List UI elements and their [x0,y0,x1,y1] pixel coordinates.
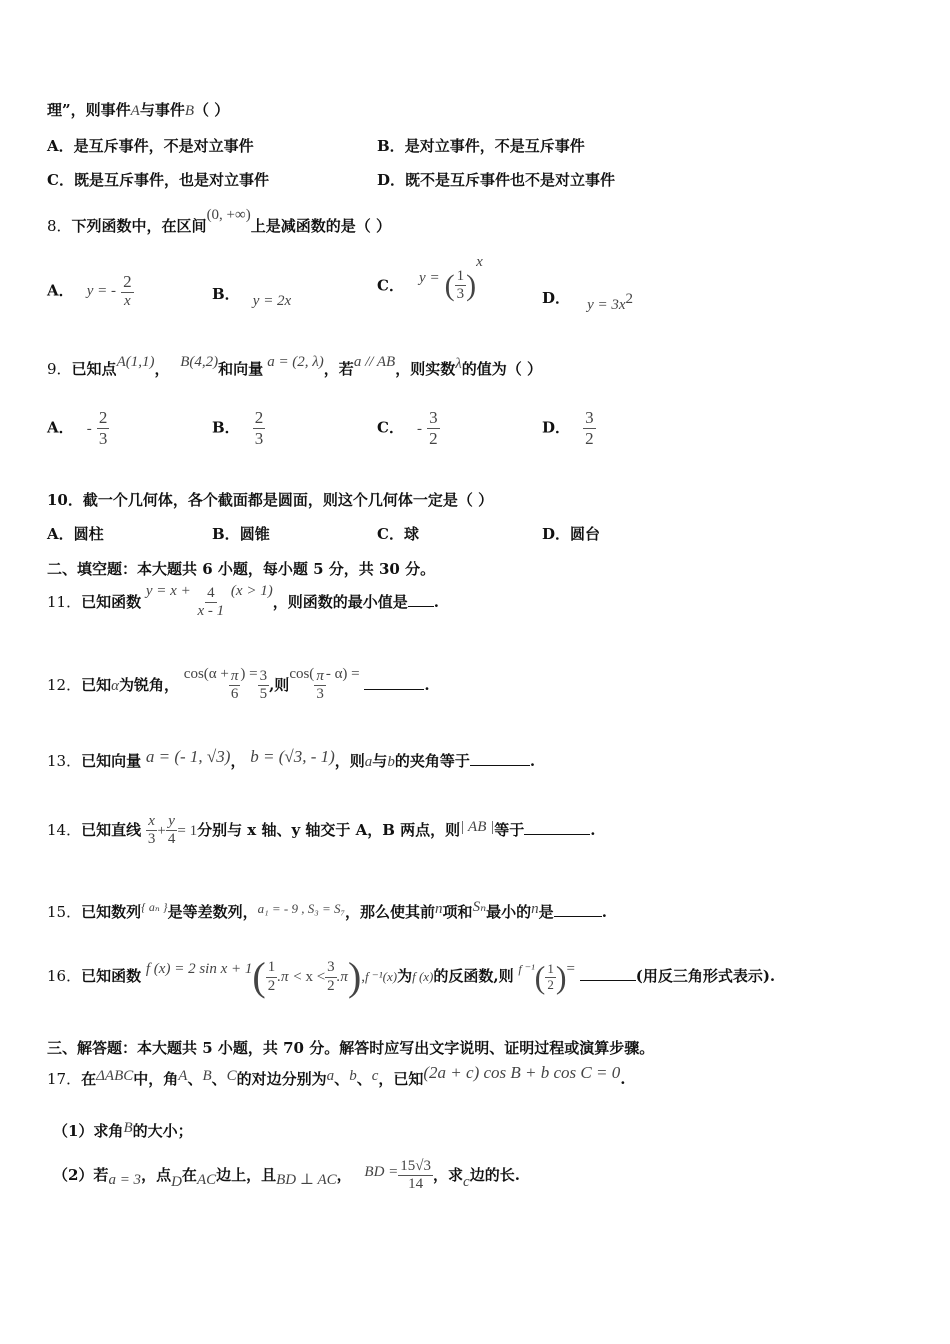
q15-answer-blank[interactable] [554,904,602,917]
q9-option-b: B． $\frac{2}{3}$ [212,408,264,448]
q8-option-d: D． $y = 3x^2$ [542,289,634,314]
q10-option-b: B．圆锥 [212,525,270,543]
q8-stem: 8．下列函数中，在区间(0, +∞)上是减函数的是（ ） [47,207,391,235]
q12-answer-blank[interactable] [364,677,424,690]
q13-answer-blank[interactable] [470,753,530,766]
section-2-heading: 二、填空题：本大题共 6 小题，每小题 5 分，共 30 分。 [47,560,436,578]
q9-option-a: A． - $\frac{2}{3}$ [47,408,108,448]
q10-option-a: A．圆柱 [47,525,104,543]
q8-option-b: B． y = 2x [212,285,292,309]
q7-option-d: D．既不是互斥事件也不是对立事件 [377,171,616,189]
q7-option-b: B．是对立事件，不是互斥事件 [377,137,585,155]
q11-answer-blank[interactable] [408,594,434,607]
q17-part-2: （2）若a = 3，点D在AC边上，且BD ⊥ AC， BD = $\frac{15√3}{14}$ ，求c边的长. [53,1158,520,1193]
q7-option-a: A．是互斥事件，不是对立事件 [47,137,254,155]
q12: 12．已知α为锐角， cos(α + $\frac{\pi}{6}$ ) = $\frac{3}{5}$ ,则cos( $\frac{\pi}{3}$ - α) = . [47,665,430,703]
q10-option-d: D．圆台 [542,525,601,543]
q9-option-c: C． - $\frac{3}{2}$ [377,408,438,448]
q14-answer-blank[interactable] [524,822,590,835]
q16: 16．已知函数 f (x) = 2 sin x + 1( $\frac{1}{2}$ .π < x < $\frac{3}{2}$ .π),f ⁻¹(x)为f (x)的反函数,则 $^{f ^{-1}}$( $\frac{1}{2}$ )= (用反三角形式表示). [47,954,776,999]
q7-option-c: C．既是互斥事件，也是对立事件 [47,171,269,189]
q15: 15．已知数列$^{\{ a_n \}}$是等差数列，a₁ = - 9 , S₃ = S₇，那么使其前n项和Sₙ最小的n是 . [47,899,607,921]
q9-option-d: D． $\frac{3}{2}$ [542,408,594,448]
q7-stem: 理”，则事件A与事件B（ ） [47,101,230,119]
q11: 11．已知函数 y = x + $\frac{4}{x - 1}$ (x > 1)，则函数的最小值是 . [47,582,439,620]
q8-option-a: A． y = - $\frac{2}{x}$ [47,272,132,309]
q10-stem: 10．截一个几何体，各个截面都是圆面，则这个几何体一定是（ ） [47,491,494,509]
q8-option-c: C． y = ( $\frac{1}{3}$ )$^x$ [377,253,483,303]
q16-answer-blank[interactable] [580,968,636,981]
q14: 14．已知直线 $\frac{x}{3}$ + $\frac{y}{4}$ = 1分别与 x 轴、y 轴交于 A，B 两点，则| AB |等于 . [47,813,596,848]
q17-stem: 17．在ΔABC中，角A、B、C的对边分别为a、b、c，已知(2a + c) cos B + b cos C = 0. [47,1063,626,1088]
q17-part-1: （1）求角B的大小； [53,1120,193,1140]
q9-stem: 9．已知点A(1,1)， B(4,2)和向量 a = (2, λ)，若a // AB，则实数λ的值为（ ） [47,354,542,378]
q13: 13．已知向量 a = (- 1, √3)， b = (√3, - 1)，则a与b的夹角等于 . [47,747,536,770]
q10-option-c: C．球 [377,525,419,543]
section-3-heading: 三、解答题：本大题共 5 小题，共 70 分。解答时应写出文字说明、证明过程或演算步骤。 [47,1039,655,1057]
